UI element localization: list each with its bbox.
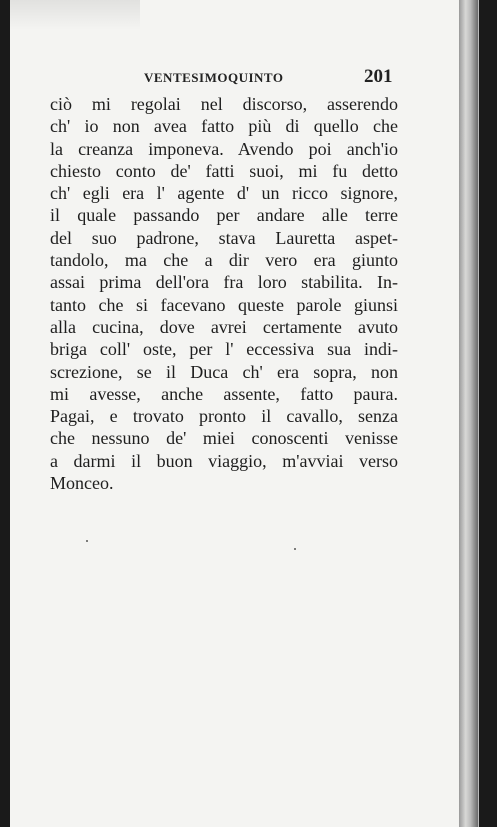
page-stain bbox=[10, 0, 140, 30]
text-line: alla cucina, dove avrei certamente avuto bbox=[50, 316, 398, 337]
text-line: screzione, se il Duca ch' era sopra, non bbox=[50, 361, 398, 382]
text-line: del suo padrone, stava Lauretta aspet- bbox=[50, 227, 398, 248]
book-page bbox=[10, 0, 479, 827]
running-head: VENTESIMOQUINTO bbox=[144, 70, 284, 85]
text-line: tanto che si facevano queste parole giunsi bbox=[50, 294, 398, 315]
text-line: Monceo. bbox=[50, 473, 114, 494]
page-edge-shadow bbox=[459, 0, 478, 827]
text-line: briga coll' oste, per l' eccessiva sua indi- bbox=[50, 339, 398, 360]
text-line: assai prima dell'ora fra loro stabilita. In- bbox=[50, 272, 398, 293]
text-line: tandolo, ma che a dir vero era giunto bbox=[50, 250, 398, 271]
text-line: ch' io non avea fatto più di quello che bbox=[50, 116, 398, 137]
text-line: il quale passando per andare alle terre bbox=[50, 205, 398, 226]
text-line: Pagai, e trovato pronto il cavallo, senza bbox=[50, 406, 398, 427]
text-line: che nessuno de' miei conoscenti venisse bbox=[50, 428, 398, 449]
page-number: 201 bbox=[364, 66, 393, 87]
text-line: ciò mi regolai nel discorso, asserendo bbox=[50, 94, 398, 114]
text-line: ch' egli era l' agente d' un ricco signore, bbox=[50, 183, 398, 204]
ink-speck bbox=[294, 548, 296, 550]
text-line: mi avesse, anche assente, fatto paura. bbox=[50, 383, 398, 404]
body-text bbox=[50, 93, 398, 494]
text-line: chiesto conto de' fatti suoi, mi fu detto bbox=[50, 160, 398, 181]
text-line: la creanza imponeva. Avendo poi anch'io bbox=[50, 138, 398, 159]
text-line: a darmi il buon viaggio, m'avviai verso bbox=[50, 450, 398, 471]
ink-speck bbox=[86, 540, 88, 542]
